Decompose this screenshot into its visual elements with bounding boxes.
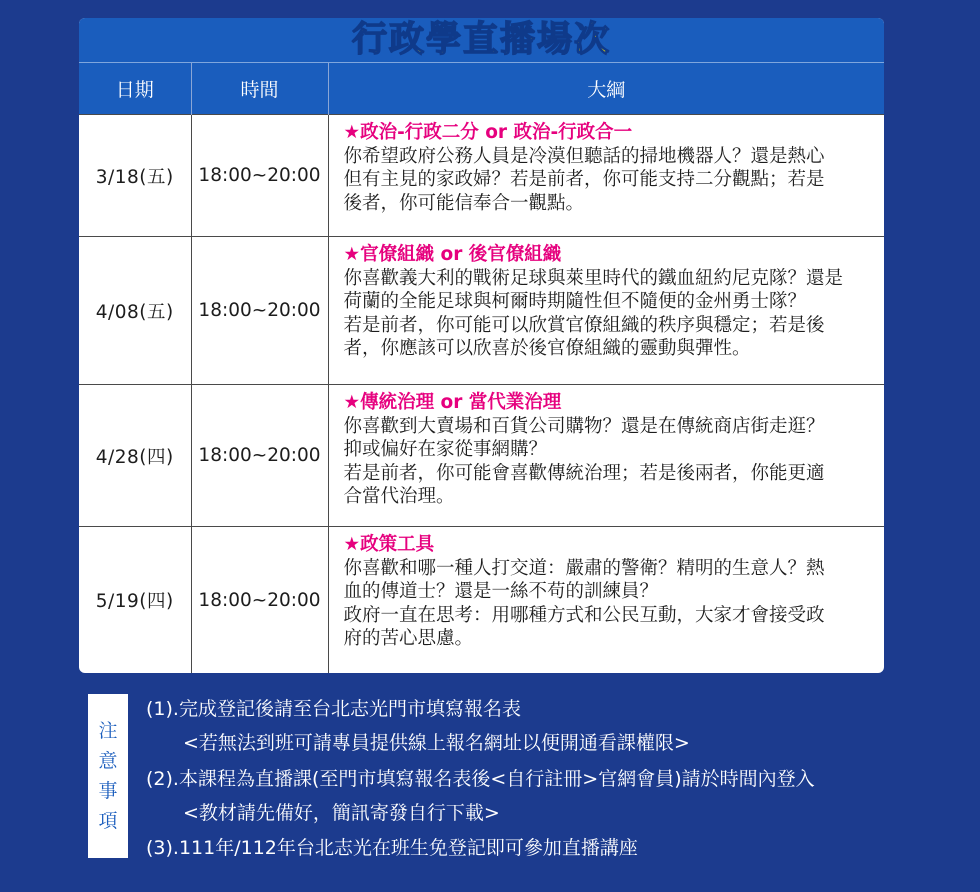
row-outline [328, 527, 884, 674]
outline-line: 者，你應該可以欣喜於後官僚組織的靈動與彈性。 [343, 338, 751, 359]
header-outline: 大綱 [328, 63, 884, 115]
notes-label-char: 項 [98, 810, 118, 832]
notes-section [0, 690, 980, 870]
row-topic: ★傳統治理 or 當代業治理 [343, 392, 562, 413]
outline-line: 但有主見的家政婦？若是前者，你可能支持二分觀點；若是 [343, 169, 825, 190]
note-line: (1).完成登記後請至台北志光門市填寫報名表 [146, 698, 521, 720]
row-date: 4/08(五) [79, 237, 191, 385]
outline-line: 府的苦心思慮。 [343, 628, 474, 649]
page-title: 行政學直播場次 [351, 20, 611, 60]
row-time: 18:00~20:00 [191, 527, 328, 674]
row-time: 18:00~20:00 [191, 237, 328, 385]
note-line: (2).本課程為直播課(至門市填寫報名表後<自行註冊>官網會員)請於時間內登入 [146, 768, 815, 790]
outline-line: 你希望政府公務人員是冷漠但聽話的掃地機器人？還是熱心 [343, 145, 825, 167]
table-row [79, 115, 884, 237]
notes-label-char: 事 [98, 780, 118, 802]
note-line: (3).111年/112年台北志光在班生免登記即可參加直播講座 [146, 837, 638, 859]
outline-line: 你喜歡義大利的戰術足球與萊里時代的鐵血紐約尼克隊？還是 [343, 267, 844, 289]
row-time: 18:00~20:00 [191, 385, 328, 527]
row-topic: ★官僚組織 or 後官僚組織 [343, 244, 562, 265]
outline-line: 合當代治理。 [343, 486, 455, 507]
row-topic: ★政策工具 [343, 534, 435, 555]
outline-line: 你喜歡和哪一種人打交道：嚴肅的警衛？精明的生意人？熱 [343, 557, 825, 579]
header-time: 時間 [191, 63, 328, 115]
row-outline [328, 115, 884, 237]
schedule-panel [79, 18, 884, 673]
title-band [79, 18, 884, 63]
outline-line: 抑或偏好在家從事網購？ [343, 439, 548, 460]
row-date: 3/18(五) [79, 115, 191, 237]
row-date: 4/28(四) [79, 385, 191, 527]
notes-label-char: 意 [98, 750, 118, 772]
outline-line: 你喜歡到大賣場和百貨公司購物？還是在傳統商店街走逛？ [343, 415, 825, 437]
header-date: 日期 [79, 63, 191, 115]
note-line: <教材請先備好，簡訊寄發自行下載> [183, 802, 500, 824]
note-line: <若無法到班可請專員提供線上報名網址以便開通看課權限> [183, 732, 690, 754]
notes-label [88, 694, 128, 858]
table-row [79, 237, 884, 385]
outline-line: 後者，你可能信奉合一觀點。 [343, 192, 585, 214]
row-outline [328, 237, 884, 385]
outline-line: 政府一直在思考：用哪種方式和公民互動，大家才會接受政 [343, 604, 825, 626]
row-time: 18:00~20:00 [191, 115, 328, 237]
row-topic: ★政治-行政二分 or 政治-行政合一 [343, 122, 633, 143]
schedule-table [79, 63, 884, 673]
outline-line: 荷蘭的全能足球與柯爾時期隨性但不隨便的金州勇士隊？ [343, 291, 807, 312]
table-row [79, 527, 884, 674]
row-date: 5/19(四) [79, 527, 191, 674]
outline-line: 若是前者，你可能可以欣賞官僚組織的秩序與穩定；若是後 [343, 314, 825, 336]
table-header-row [79, 63, 884, 115]
outline-line: 血的傳道士？還是一絲不苟的訓練員？ [343, 581, 659, 602]
row-outline [328, 385, 884, 527]
notes-label-char: 注 [98, 720, 118, 742]
table-row [79, 385, 884, 527]
outline-line: 若是前者，你可能會喜歡傳統治理；若是後兩者，你能更適 [343, 462, 825, 484]
